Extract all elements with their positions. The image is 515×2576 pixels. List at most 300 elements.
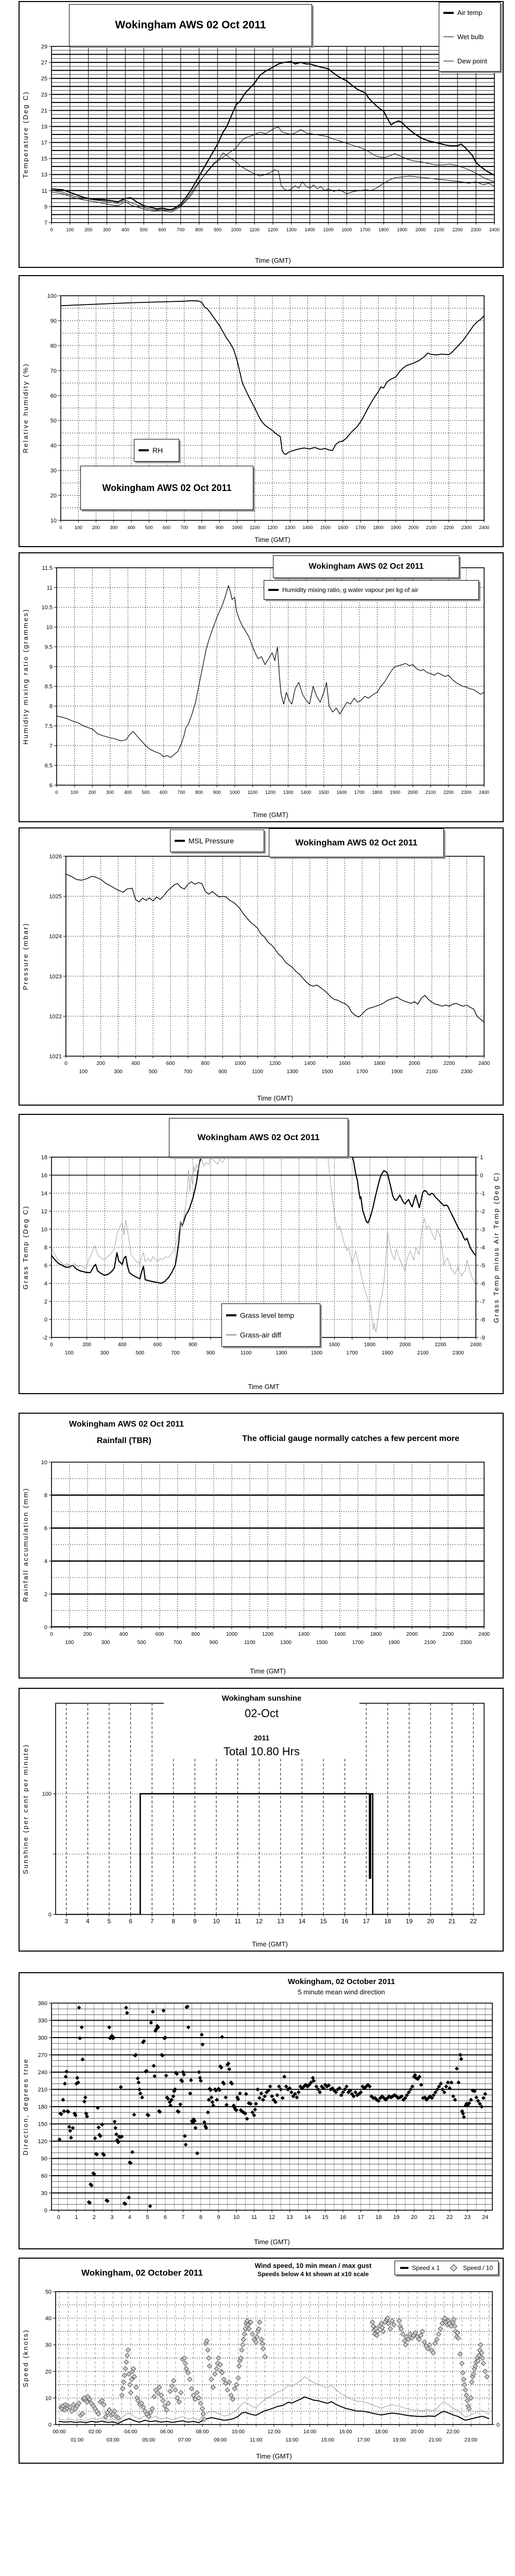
legend (264, 580, 479, 600)
svg-text:7: 7 (181, 2214, 185, 2221)
svg-text:300: 300 (101, 1640, 110, 1646)
svg-text:30: 30 (45, 2342, 52, 2349)
svg-text:8: 8 (44, 1493, 47, 1499)
svg-text:17:00: 17:00 (357, 2437, 370, 2443)
svg-text:0: 0 (44, 1624, 47, 1631)
svg-text:22: 22 (447, 2214, 453, 2221)
svg-text:2: 2 (92, 2214, 96, 2221)
svg-text:Speed (knots): Speed (knots) (22, 2329, 29, 2387)
svg-text:Grass Temp minus Air Temp (Deg: Grass Temp minus Air Temp (Deg C) (492, 1172, 500, 1323)
chart-title-block (164, 1694, 359, 1758)
svg-text:90: 90 (50, 318, 57, 325)
svg-text:1700: 1700 (352, 1640, 364, 1646)
svg-text:90: 90 (41, 2156, 47, 2162)
svg-text:300: 300 (38, 2035, 47, 2041)
svg-text:-4: -4 (480, 1245, 485, 1251)
svg-text:1500: 1500 (316, 1640, 328, 1646)
svg-text:800: 800 (191, 1632, 200, 1637)
svg-text:Time (GMT): Time (GMT) (254, 2238, 290, 2246)
chart-title: Wokingham AWS 02 Oct 2011 (269, 828, 444, 857)
svg-text:900: 900 (213, 790, 221, 795)
svg-text:6.5: 6.5 (44, 762, 53, 769)
svg-text:100: 100 (47, 293, 57, 299)
svg-text:80: 80 (50, 343, 57, 349)
svg-text:27: 27 (41, 60, 47, 66)
svg-text:1800: 1800 (372, 790, 383, 795)
svg-text:300: 300 (100, 1350, 109, 1356)
svg-text:1: 1 (75, 2214, 78, 2221)
svg-text:1800: 1800 (373, 1061, 386, 1066)
svg-text:18: 18 (41, 1155, 47, 1161)
svg-text:240: 240 (38, 2070, 47, 2076)
svg-text:2200: 2200 (452, 227, 463, 232)
gridlines (52, 2003, 492, 2210)
svg-text:3: 3 (110, 2214, 114, 2221)
svg-text:2100: 2100 (426, 1069, 438, 1075)
svg-text:100: 100 (65, 1640, 74, 1646)
svg-text:300: 300 (106, 790, 114, 795)
svg-text:6: 6 (44, 1263, 47, 1269)
svg-text:11: 11 (234, 1918, 241, 1925)
svg-text:900: 900 (206, 1350, 215, 1356)
svg-text:02:00: 02:00 (88, 2429, 101, 2435)
svg-text:1200: 1200 (269, 1061, 281, 1066)
svg-text:100: 100 (71, 790, 79, 795)
svg-text:09:00: 09:00 (214, 2437, 227, 2443)
svg-text:360: 360 (38, 2001, 47, 2007)
legend-label: Humidity mixing ratio, g water vapour per kg of air (282, 586, 419, 594)
chart-title: Wokingham sunshine (221, 1694, 302, 1703)
svg-text:2400: 2400 (489, 227, 500, 232)
gust-diamond-icon (450, 2264, 457, 2272)
svg-text:04:00: 04:00 (124, 2429, 138, 2435)
svg-text:10: 10 (45, 2395, 52, 2402)
chart-panel-wind-speed (19, 2258, 504, 2464)
svg-text:2: 2 (44, 1299, 47, 1305)
legend (134, 439, 179, 462)
svg-text:06:00: 06:00 (160, 2429, 173, 2435)
svg-text:1300: 1300 (285, 525, 296, 530)
svg-text:50: 50 (45, 2289, 52, 2295)
svg-text:10: 10 (50, 518, 57, 524)
legend-label: Speed x 1 (411, 2264, 440, 2272)
chart-panel-rainfall (19, 1413, 504, 1679)
svg-text:-2: -2 (42, 1335, 47, 1341)
svg-text:2400: 2400 (478, 525, 490, 530)
legend (439, 2, 501, 72)
svg-text:6: 6 (163, 2214, 167, 2221)
svg-text:18: 18 (375, 2214, 382, 2221)
svg-text:180: 180 (38, 2104, 47, 2110)
svg-text:19: 19 (405, 1918, 413, 1925)
svg-text:-5: -5 (480, 1263, 485, 1269)
svg-text:4: 4 (44, 1281, 47, 1287)
svg-text:1100: 1100 (244, 1640, 255, 1646)
svg-text:700: 700 (180, 525, 188, 530)
chart-subtitle: 5 minute mean wind direction (298, 1988, 385, 1996)
svg-text:10: 10 (46, 624, 53, 631)
svg-text:1700: 1700 (360, 227, 371, 232)
svg-text:200: 200 (96, 1061, 106, 1066)
svg-text:500: 500 (145, 525, 153, 530)
svg-text:14: 14 (304, 2214, 311, 2221)
svg-text:2400: 2400 (478, 790, 490, 795)
svg-text:0: 0 (48, 2422, 52, 2428)
chart-title: Wokingham, 02 October 2011 (287, 1977, 396, 1986)
svg-text:200: 200 (83, 1632, 92, 1637)
svg-text:Humidity mixing ratio (grammes: Humidity mixing ratio (grammes) (22, 608, 29, 745)
svg-text:19: 19 (393, 2214, 400, 2221)
svg-text:30: 30 (41, 2190, 47, 2197)
svg-text:21: 21 (428, 2214, 435, 2221)
grass-air-diff-line-icon (226, 1334, 236, 1335)
svg-text:700: 700 (177, 790, 185, 795)
svg-text:16: 16 (339, 2214, 347, 2221)
svg-text:700: 700 (170, 1350, 180, 1356)
svg-text:1500: 1500 (311, 1350, 323, 1356)
svg-text:60: 60 (50, 393, 57, 399)
svg-text:10: 10 (233, 2214, 240, 2221)
svg-text:210: 210 (38, 2087, 47, 2093)
gridlines (52, 1462, 484, 1627)
svg-text:-1: -1 (480, 1191, 485, 1197)
svg-text:0: 0 (57, 2214, 60, 2221)
svg-text:21: 21 (41, 108, 47, 114)
svg-text:1400: 1400 (302, 525, 313, 530)
svg-text:9: 9 (193, 1918, 197, 1925)
svg-text:900: 900 (215, 525, 224, 530)
legend-item (222, 1329, 320, 1341)
svg-text:16:00: 16:00 (339, 2429, 352, 2435)
svg-text:8: 8 (171, 1918, 176, 1925)
svg-text:1900: 1900 (397, 227, 407, 232)
svg-text:14:00: 14:00 (303, 2429, 317, 2435)
svg-text:200: 200 (82, 1342, 92, 1348)
svg-text:16: 16 (341, 1918, 349, 1925)
chart-year: 2011 (253, 1734, 270, 1742)
svg-text:2100: 2100 (417, 1350, 429, 1356)
svg-text:100: 100 (74, 525, 82, 530)
svg-text:100: 100 (66, 227, 74, 232)
svg-text:1: 1 (480, 1155, 484, 1161)
svg-text:9: 9 (49, 664, 53, 670)
svg-text:10.5: 10.5 (41, 604, 53, 611)
svg-text:2300: 2300 (460, 1640, 472, 1646)
svg-text:2000: 2000 (408, 525, 419, 530)
chart-date: 02-Oct (244, 1707, 279, 1720)
svg-text:1025: 1025 (49, 893, 62, 900)
svg-text:1000: 1000 (231, 227, 242, 232)
svg-text:1022: 1022 (49, 1013, 62, 1020)
svg-text:1023: 1023 (49, 973, 62, 980)
svg-text:0: 0 (50, 227, 53, 232)
svg-text:1000: 1000 (232, 525, 243, 530)
svg-text:100: 100 (64, 1350, 74, 1356)
svg-text:0: 0 (496, 2422, 500, 2428)
svg-text:400: 400 (117, 1342, 127, 1348)
svg-text:Time (GMT): Time (GMT) (252, 811, 288, 819)
legend (394, 2261, 499, 2275)
svg-text:22:00: 22:00 (447, 2429, 460, 2435)
svg-text:Temperature (Deg C): Temperature (Deg C) (22, 91, 29, 178)
svg-text:1200: 1200 (265, 790, 276, 795)
svg-text:2400: 2400 (478, 1632, 490, 1637)
svg-text:800: 800 (201, 1061, 210, 1066)
msl-pressure-svg (20, 828, 503, 1105)
svg-text:07:00: 07:00 (178, 2437, 191, 2443)
svg-text:-2: -2 (480, 1209, 485, 1215)
svg-text:2000: 2000 (407, 790, 418, 795)
svg-text:1700: 1700 (355, 525, 366, 530)
speed-line-icon (400, 2267, 408, 2269)
svg-text:-8: -8 (480, 1317, 485, 1323)
svg-text:2300: 2300 (461, 525, 472, 530)
svg-text:1100: 1100 (252, 1069, 263, 1075)
svg-text:1900: 1900 (390, 525, 401, 530)
svg-text:2200: 2200 (443, 790, 454, 795)
svg-text:200: 200 (92, 525, 100, 530)
rainfall-chart-canvas (20, 1414, 503, 1677)
svg-text:1100: 1100 (250, 525, 260, 530)
svg-text:270: 270 (38, 2052, 47, 2059)
chart-total: Total 10.80 Hrs (224, 1745, 300, 1758)
svg-text:12:00: 12:00 (267, 2429, 281, 2435)
svg-text:2300: 2300 (461, 1069, 473, 1075)
chart-panel-grass-temperature (19, 1114, 504, 1394)
svg-text:400: 400 (131, 1061, 140, 1066)
svg-text:08:00: 08:00 (196, 2429, 209, 2435)
svg-text:2400: 2400 (478, 1061, 490, 1066)
svg-text:1600: 1600 (337, 525, 349, 530)
svg-text:10: 10 (41, 1460, 47, 1466)
svg-text:9: 9 (217, 2214, 220, 2221)
svg-text:1700: 1700 (356, 1069, 368, 1075)
series-Humidity mixing ratio (57, 586, 484, 758)
svg-text:0: 0 (48, 1912, 52, 1918)
svg-text:1500: 1500 (320, 525, 331, 530)
svg-text:13:00: 13:00 (285, 2437, 299, 2443)
svg-text:Time (GMT): Time (GMT) (255, 257, 291, 264)
svg-text:2300: 2300 (461, 790, 472, 795)
grass-level-temp-line-icon (226, 1314, 236, 1316)
svg-text:7: 7 (49, 743, 53, 750)
svg-text:9.5: 9.5 (44, 644, 53, 651)
svg-text:900: 900 (209, 1640, 218, 1646)
svg-text:1300: 1300 (286, 227, 297, 232)
svg-text:1500: 1500 (321, 1069, 333, 1075)
svg-text:600: 600 (155, 1632, 164, 1637)
svg-text:2100: 2100 (426, 525, 437, 530)
svg-text:100: 100 (79, 1069, 88, 1075)
svg-text:1000: 1000 (229, 790, 240, 795)
svg-text:9: 9 (44, 204, 47, 210)
chart-note: Wind speed, 10 min mean / max gust (254, 2262, 372, 2269)
svg-text:7: 7 (44, 220, 47, 226)
svg-text:05:00: 05:00 (142, 2437, 156, 2443)
svg-text:600: 600 (162, 525, 171, 530)
legend-item (439, 55, 500, 67)
svg-text:1800: 1800 (378, 227, 389, 232)
svg-text:600: 600 (153, 1342, 162, 1348)
svg-text:23:00: 23:00 (464, 2437, 477, 2443)
svg-text:1900: 1900 (382, 1350, 393, 1356)
svg-text:500: 500 (140, 227, 148, 232)
svg-text:1300: 1300 (276, 1350, 287, 1356)
legend (221, 1303, 320, 1347)
svg-text:1300: 1300 (280, 1640, 292, 1646)
svg-text:0: 0 (44, 1317, 47, 1323)
svg-text:40: 40 (50, 443, 57, 449)
svg-text:1100: 1100 (240, 1350, 252, 1356)
svg-text:120: 120 (38, 2139, 47, 2145)
svg-text:0: 0 (44, 2208, 47, 2214)
chart-title: Wokingham AWS 02 Oct 2011 (80, 466, 253, 510)
svg-text:2200: 2200 (435, 1342, 447, 1348)
svg-text:10:00: 10:00 (231, 2429, 245, 2435)
gridlines (52, 46, 494, 223)
chart-title: Wokingham AWS 02 Oct 2011 (69, 4, 312, 46)
axes (22, 1155, 500, 1391)
svg-text:-9: -9 (480, 1335, 485, 1341)
svg-text:Time GMT: Time GMT (248, 1383, 280, 1391)
svg-text:30: 30 (50, 468, 57, 474)
svg-text:1700: 1700 (346, 1350, 358, 1356)
legend-label: Grass-air diff (240, 1331, 281, 1339)
svg-text:1600: 1600 (339, 1061, 351, 1066)
legend-label: Grass level temp (240, 1311, 295, 1319)
svg-text:2000: 2000 (406, 1632, 418, 1637)
svg-text:100: 100 (42, 1791, 52, 1798)
chart-panel-air-temperature (19, 1, 504, 268)
svg-text:800: 800 (188, 1342, 198, 1348)
svg-text:21: 21 (448, 1918, 456, 1925)
svg-text:1600: 1600 (334, 1632, 346, 1637)
svg-text:Pressure (mbar): Pressure (mbar) (22, 922, 29, 990)
wind-speed-svg (20, 2259, 503, 2463)
svg-text:13: 13 (41, 172, 47, 178)
svg-text:Sunshine (per cent per minute): Sunshine (per cent per minute) (22, 1743, 29, 1874)
svg-text:4: 4 (128, 2214, 131, 2221)
chart-panel-relative-humidity (19, 275, 504, 547)
svg-text:300: 300 (102, 227, 111, 232)
svg-text:70: 70 (50, 368, 57, 375)
svg-text:1400: 1400 (298, 1632, 310, 1637)
axes (22, 2289, 500, 2460)
svg-text:1800: 1800 (370, 1632, 382, 1637)
legend (170, 829, 264, 852)
svg-text:29: 29 (41, 44, 47, 50)
svg-text:6: 6 (129, 1918, 132, 1925)
svg-text:200: 200 (84, 227, 93, 232)
rh-line-icon (139, 449, 149, 451)
legend-item (439, 7, 500, 19)
legend-label: Wet bulb (457, 33, 484, 41)
msl-pressure-chart-canvas (20, 828, 503, 1105)
svg-text:1300: 1300 (283, 790, 294, 795)
msl-pressure-line-icon (175, 840, 185, 842)
chart-title-block (262, 1977, 421, 1996)
svg-text:1800: 1800 (364, 1342, 376, 1348)
legend-item (439, 31, 500, 43)
svg-text:13: 13 (277, 1918, 284, 1925)
svg-text:15: 15 (41, 156, 47, 162)
svg-text:01:00: 01:00 (71, 2437, 84, 2443)
svg-text:4: 4 (44, 1558, 47, 1565)
svg-text:800: 800 (195, 790, 203, 795)
legend-item (448, 2264, 493, 2272)
svg-text:22: 22 (470, 1918, 477, 1925)
svg-text:8.5: 8.5 (44, 684, 53, 690)
svg-text:15:00: 15:00 (321, 2437, 334, 2443)
svg-text:1200: 1200 (262, 1632, 274, 1637)
svg-text:20: 20 (411, 2214, 418, 2221)
legend-item (400, 2264, 440, 2272)
svg-text:300: 300 (110, 525, 118, 530)
chart-note-block (236, 2262, 390, 2278)
axes (22, 1460, 490, 1675)
svg-text:500: 500 (142, 790, 150, 795)
svg-text:11: 11 (46, 585, 53, 591)
air-temp-line-icon (443, 12, 454, 14)
axes (22, 565, 489, 819)
svg-text:0: 0 (64, 1061, 67, 1066)
gridlines (56, 2292, 492, 2425)
svg-text:14: 14 (41, 1191, 47, 1197)
chart-panel-msl-pressure (19, 827, 504, 1106)
svg-text:400: 400 (127, 525, 135, 530)
series-Speed x 1 (59, 2397, 489, 2424)
svg-text:2100: 2100 (434, 227, 444, 232)
svg-text:500: 500 (135, 1350, 145, 1356)
svg-text:1400: 1400 (301, 790, 312, 795)
chart-title: Wokingham, 02 October 2011 (81, 2268, 203, 2278)
svg-text:11: 11 (41, 188, 47, 194)
svg-text:300: 300 (114, 1069, 123, 1075)
wind-direction-svg (20, 1973, 503, 2248)
svg-text:2100: 2100 (424, 1640, 436, 1646)
svg-text:17: 17 (363, 1918, 370, 1925)
legend-label: Dew point (457, 57, 487, 65)
svg-text:1600: 1600 (341, 227, 352, 232)
svg-text:0: 0 (59, 525, 62, 530)
chart-subtitle: Rainfall (TBR) (97, 1436, 151, 1445)
svg-text:1100: 1100 (249, 227, 260, 232)
svg-text:0: 0 (50, 1632, 53, 1637)
mixing-ratio-line-icon (268, 589, 279, 591)
svg-text:1300: 1300 (286, 1069, 298, 1075)
svg-text:1700: 1700 (354, 790, 365, 795)
chart-panel-humidity-mixing-ratio (19, 552, 504, 822)
svg-text:2400: 2400 (470, 1342, 482, 1348)
svg-text:0: 0 (55, 790, 58, 795)
svg-text:16: 16 (41, 1173, 47, 1179)
svg-text:11: 11 (251, 2214, 258, 2221)
svg-text:-3: -3 (480, 1227, 485, 1233)
svg-text:600: 600 (166, 1061, 175, 1066)
legend-item (222, 1309, 320, 1321)
svg-text:1000: 1000 (226, 1632, 238, 1637)
svg-text:14: 14 (298, 1918, 306, 1925)
svg-text:2300: 2300 (471, 227, 482, 232)
axes (22, 44, 500, 264)
svg-text:03:00: 03:00 (106, 2437, 119, 2443)
axes (22, 854, 490, 1102)
chart-title: Wokingham AWS 02 Oct 2011 (169, 1118, 348, 1157)
svg-text:700: 700 (173, 1640, 182, 1646)
svg-text:700: 700 (183, 1069, 193, 1075)
svg-text:23: 23 (464, 2214, 471, 2221)
svg-text:7.5: 7.5 (44, 723, 53, 730)
